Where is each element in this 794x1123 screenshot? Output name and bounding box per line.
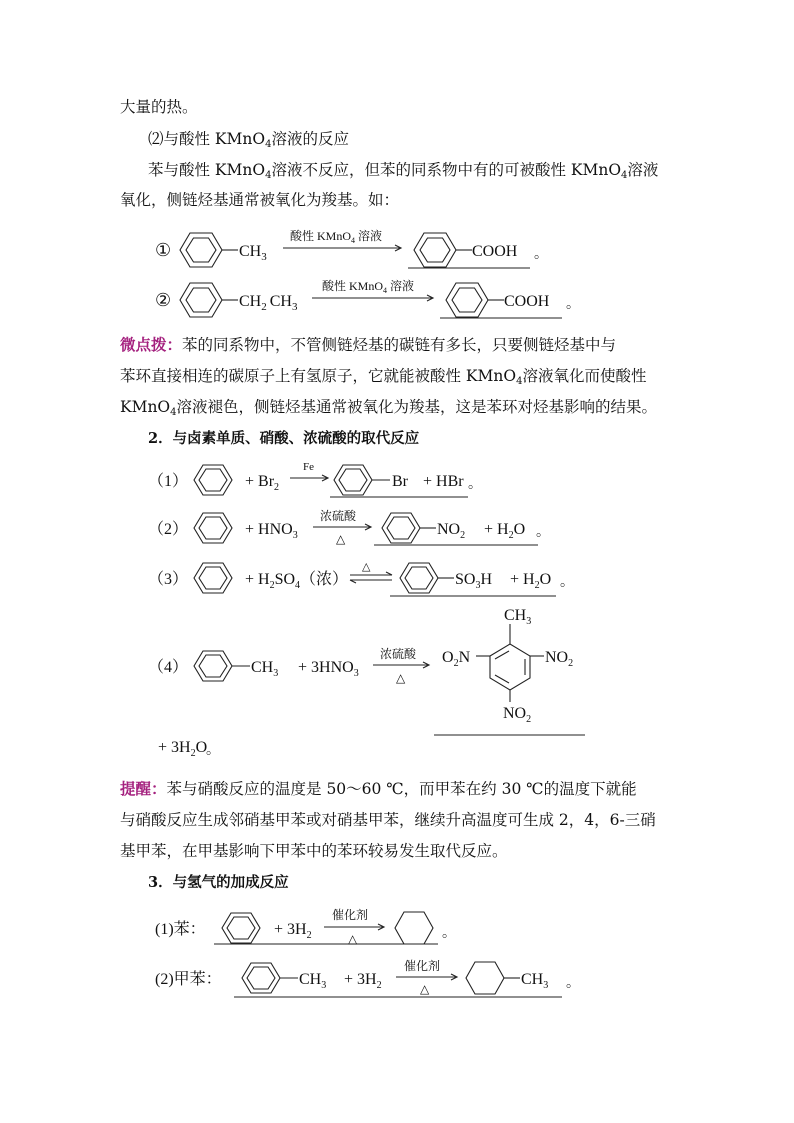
svg-text:（4）: （4） [148,659,189,676]
svg-text:（2）: （2） [148,521,189,538]
sub-eq4-tnt [148,607,585,759]
tip1-line2: 苯环直接相连的碳原子上有氢原子，它就能被酸性 KMnO$_4$溶液氧化而使酸性 [120,367,647,387]
svg-text:CH3: $CH_3$ [504,607,532,627]
svg-text:+ HBr: + HBr [423,473,464,490]
eq1-product: COOH [472,243,518,260]
intro-tail: 大量的热。 [120,98,198,116]
svg-text:(2)甲苯：: (2)甲苯： [155,971,222,988]
eq2-oxidation-ethylbenzene [155,278,580,318]
svg-text:Fe: Fe [303,461,314,473]
svg-text:O2N: $O_2N$ [442,649,471,669]
svg-text:NO2: $NO_2$ [545,649,574,669]
svg-text:。: 。 [536,525,550,540]
svg-text:浓硫酸: 浓硫酸 [320,509,357,523]
svg-text:NO2: $NO_2$ [437,521,466,541]
svg-text:NO2: $NO_2$ [503,705,532,725]
svg-text:浓硫酸: 浓硫酸 [380,647,417,661]
reversible-arrow [350,572,392,583]
svg-text:SO3H: $SO_3H$ [455,571,493,591]
svg-text:（3）: （3） [148,571,189,588]
eq1-benzene-ring [180,233,222,267]
svg-text:△: △ [396,671,406,685]
svg-text:催化剂: 催化剂 [332,908,369,922]
svg-text:催化剂: 催化剂 [404,959,441,973]
svg-text:△: △ [336,532,346,546]
svg-text:Br: Br [392,473,408,490]
sec2-heading: 2．与卤素单质、硝酸、浓硫酸的取代反应 [148,430,420,447]
h-eq1-benzene [155,907,456,946]
eq1-reactant: $CH_3$ [239,243,267,263]
svg-text:CH3: $CH_3$ [521,971,549,991]
kmno4-heading: ⑵与酸性 KMnO$_4$溶液的反应 [148,130,349,150]
tip1-line3: KMnO$_4$溶液褪色，侧链烃基通常被氧化为羧基，这是苯环对烃基影响的结果。 [120,398,658,418]
eq1-number: ① [155,240,172,260]
sub-eq2-nitration [148,508,550,546]
tip1-line1: 微点拨：苯的同系物中，不管侧链烃基的碳链有多长，只要侧链烃基中与 [120,335,617,354]
svg-text:。: 。 [560,575,574,590]
tip2-line2: 与硝酸反应生成邻硝基甲苯或对硝基甲苯，继续升高温度可生成 2，4，6-三硝 [120,811,656,829]
svg-text:。: 。 [442,926,456,941]
svg-text:+ H2SO4（浓）: + $H_2SO_4$（浓） [245,571,349,591]
tip1-label: 微点拨： [120,335,183,354]
sub-eq1-bromination [148,461,482,497]
svg-text:CH3: $CH_3$ [299,971,327,991]
sub-eq3-sulfonation [148,561,574,596]
svg-text:+ H2O: + $H_2O$ [510,571,552,591]
svg-text:。: 。 [468,477,482,492]
svg-text:△: △ [420,982,430,996]
kmno4-para-line1: 苯与酸性 KMnO$_4$溶液不反应，但苯的同系物中有的可被酸性 KMnO$_4$溶液 [148,161,659,181]
svg-text:。: 。 [206,743,220,758]
svg-text:（1）: （1） [148,473,189,490]
eq1-oxidation-toluene [155,228,548,268]
svg-text:CH3: $CH_3$ [251,659,279,679]
eq1-condition: 酸性 KMnO$_4$ 溶液 [290,229,383,245]
eq2-condition: 酸性 KMnO$_4$ 溶液 [322,279,415,295]
svg-text:+ Br2: + $Br_2$ [245,473,280,493]
h-eq2-toluene [155,958,580,997]
eq2-product: COOH [504,293,550,310]
svg-text:。: 。 [566,976,580,991]
eq2-reactant: $CH_2$ $CH_3$ [239,293,298,313]
kmno4-para-line2: 氧化，侧链烃基通常被氧化为羧基。如： [120,191,400,209]
eq1-product-ring [414,233,456,267]
tip2-line3: 基甲苯，在甲基影响下甲苯中的苯环较易发生取代反应。 [120,842,508,860]
sec3-heading: 3．与氢气的加成反应 [148,874,289,891]
svg-text:+ 3H2O: + $3H_2O$ [158,739,208,759]
svg-text:。: 。 [566,297,580,312]
svg-text:(1)苯：: (1)苯： [155,921,206,938]
tip2-line1: 提醒：苯与硝酸反应的温度是 50～60 ℃，而甲苯在约 30 ℃的温度下就能 [120,779,637,798]
svg-text:△: △ [348,932,358,946]
svg-text:。: 。 [534,247,548,262]
svg-text:+ 3H2: + $3H_2$ [274,921,312,941]
tip2-label: 提醒： [120,779,167,798]
eq2-number: ② [155,290,172,310]
svg-text:+ H2O: + $H_2O$ [484,521,526,541]
svg-text:+ 3H2: + $3H_2$ [344,971,382,991]
tnt-ring [490,644,530,690]
svg-text:△: △ [362,561,371,573]
svg-text:+ 3HNO3: + $3HNO_3$ [298,659,359,679]
svg-text:+ HNO3: + $HNO_3$ [245,521,298,541]
